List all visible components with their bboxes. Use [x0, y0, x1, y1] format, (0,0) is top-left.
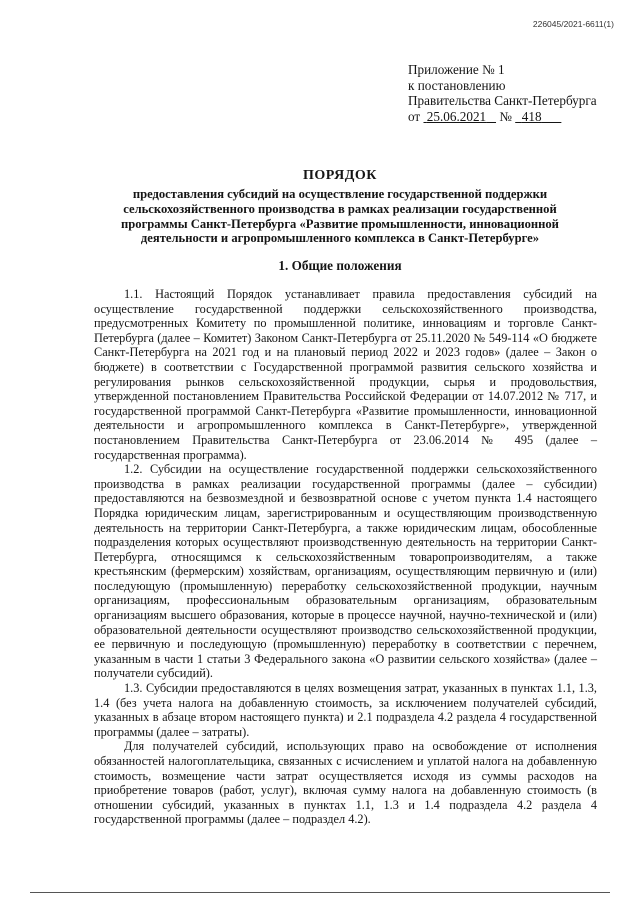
appendix-authority: Правительства Санкт-Петербурга — [408, 93, 597, 108]
paragraph-1-1: 1.1. Настоящий Порядок устанавливает правила предоставления субсидий на осуществление государственной поддержки сельскохозяйственного производства, предусмотренных Комитету по промышленной политике, инновациям и торговле Санкт-Петербурга (далее – Комитет) Законом Санкт-Петербурга от 25.11.2020 № 549-114 «О бюджете Санкт-Петербурга на 2021 год и на плановый период 2022 и 2023 годов» (далее – Закон о бюджете) в соответствии с Государственной программой развития сельского хозяйства и регулирования рынков сельскохозяйственной продукции, сырья и продовольствия, утвержденной постановлением Правительства Российской Федерации от 14.07.2012 № 717, и государственной программой Санкт-Петербурга «Развитие промышленности, инновационной деятельности и агропромышленного комплекса в Санкт-Петербурге», утвержденной постановлением Правительства Санкт-Петербурга от 23.06.2014 № 495 (далее – государственная программа). — [94, 287, 597, 462]
paragraph-1-3: 1.3. Субсидии предоставляются в целях возмещения затрат, указанных в пунктах 1.1, 1.3, 1.4 (без учета налога на добавленную стоимость, за исключением получателей субсидий, указанных в абзаце втором настоящего пункта) и 2.1 подраздела 4.2 раздела 4 государственной программы (далее – затраты). — [94, 681, 597, 739]
date-prefix: от — [408, 108, 421, 124]
appendix-block — [408, 62, 597, 124]
decree-date: 25.06.2021 — [426, 108, 487, 124]
document-registration-number: 226045/2021-6611(1) — [532, 19, 614, 29]
document-title: ПОРЯДОК — [303, 168, 377, 183]
number-prefix: № — [499, 108, 512, 124]
document-body — [94, 287, 597, 827]
decree-number: 418 — [521, 108, 542, 124]
appendix-date-line — [408, 109, 597, 125]
paragraph-1-2: 1.2. Субсидии на осуществление государственной поддержки сельскохозяйственного производства в рамках реализации государственной программы (далее – субсидии) предоставляются на безвозмездной и безвозвратной основе с учетом пункта 1.4 настоящего Порядка юридическим лицам, зарегистрированным и осуществляющим производственную деятельность на территории Санкт-Петербурга, а также юридическим лицам, обособленные подразделения которых осуществляют производственную деятельность на территории Санкт-Петербурга, относящимся к сельскохозяйственным товаропроизводителям, а также крестьянским (фермерским) хозяйствам, организациям, осуществляющим первичную и (или) последующую (промышленную) переработку сельскохозяйственной продукции, научным организациям, профессиональным образовательным организациям, образовательным организациям высшего образования, которые в процессе научной, научно-технической и (или) образовательной деятельности осуществляют производство сельскохозяйственной продукции, ее первичную и последующую (промышленную) переработку в соответствии с перечнем, указанным в части 1 статьи 3 Федерального закона «О развитии сельского хозяйства» (далее – получатели субсидий). — [94, 462, 597, 681]
document-subtitle: предоставления субсидий на осуществление государственной поддержки сельскохозяйственного производства в рамках реализации государственной программы Санкт-Петербурга «Развитие промышленности, инновационной деятельности и агропромышленного комплекса в Санкт-Петербурге» — [121, 187, 559, 246]
section-heading: 1. Общие положения — [278, 258, 402, 273]
paragraph-1-3-continued: Для получателей субсидий, использующих право на освобождение от исполнения обязанностей налогоплательщика, связанных с исчислением и уплатой налога на добавленную стоимость, возмещение части затрат осуществляется исходя из суммы расходов на приобретение товаров (работ, услуг), включая сумму налога на добавленную стоимость (в отношении субсидий, указанных в пунктах 1.1, 1.3 и 1.4 подраздела 4.2 раздела 4 государственной программы (далее – подраздел 4.2). — [94, 739, 597, 827]
appendix-reference: к постановлению — [408, 77, 506, 93]
scan-bottom-edge — [30, 892, 610, 893]
appendix-number: Приложение № 1 — [408, 62, 505, 77]
